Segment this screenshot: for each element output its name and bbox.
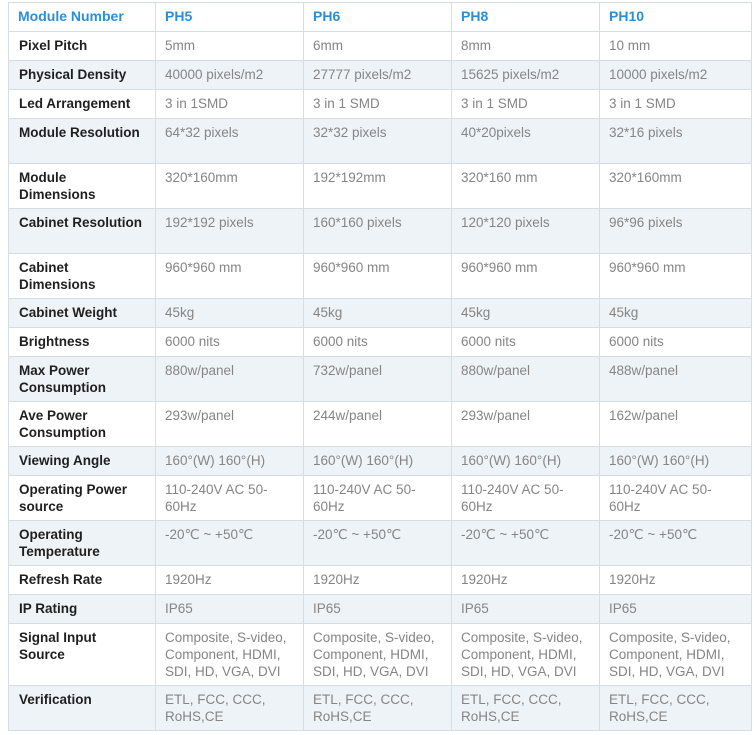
cell-value: 960*960 mm: [452, 254, 600, 299]
cell-value: 110-240V AC 50-60Hz: [600, 476, 752, 521]
cell-value: 960*960 mm: [304, 254, 452, 299]
row-label: Cabinet Resolution: [9, 209, 156, 254]
table-row: [9, 447, 752, 476]
cell-value: Composite, S-video, Component, HDMI, SDI, HD, VGA, DVI: [156, 624, 304, 686]
cell-value: 45kg: [156, 299, 304, 328]
cell-value: 732w/panel: [304, 357, 452, 402]
cell-value: 32*32 pixels: [304, 119, 452, 164]
cell-value: -20℃ ~ +50℃: [304, 521, 452, 566]
row-label: Viewing Angle: [9, 447, 156, 476]
cell-value: 96*96 pixels: [600, 209, 752, 254]
cell-value: 10000 pixels/m2: [600, 61, 752, 90]
cell-value: 120*120 pixels: [452, 209, 600, 254]
header-model: PH5: [156, 3, 304, 32]
cell-value: 27777 pixels/m2: [304, 61, 452, 90]
table-row: [9, 164, 752, 209]
header-label: Module Number: [9, 3, 156, 32]
table-row: [9, 61, 752, 90]
cell-value: 6mm: [304, 32, 452, 61]
cell-value: 293w/panel: [156, 402, 304, 447]
cell-value: ETL, FCC, CCC, RoHS,CE: [452, 686, 600, 731]
cell-value: 488w/panel: [600, 357, 752, 402]
row-label: Operating Temperature: [9, 521, 156, 566]
cell-value: 6000 nits: [600, 328, 752, 357]
cell-value: 40*20pixels: [452, 119, 600, 164]
header-model: PH6: [304, 3, 452, 32]
cell-value: IP65: [304, 595, 452, 624]
row-label: Cabinet Dimensions: [9, 254, 156, 299]
cell-value: 5mm: [156, 32, 304, 61]
cell-value: 1920Hz: [304, 566, 452, 595]
cell-value: 293w/panel: [452, 402, 600, 447]
table-row: [9, 624, 752, 686]
cell-value: 162w/panel: [600, 402, 752, 447]
cell-value: 880w/panel: [452, 357, 600, 402]
row-label: Physical Density: [9, 61, 156, 90]
cell-value: 960*960 mm: [156, 254, 304, 299]
cell-value: IP65: [452, 595, 600, 624]
cell-value: 880w/panel: [156, 357, 304, 402]
table-row: [9, 357, 752, 402]
table-row: [9, 209, 752, 254]
cell-value: 320*160mm: [156, 164, 304, 209]
table-row: [9, 566, 752, 595]
cell-value: 1920Hz: [600, 566, 752, 595]
cell-value: 8mm: [452, 32, 600, 61]
table-row: [9, 686, 752, 731]
row-label: IP Rating: [9, 595, 156, 624]
table-row: [9, 521, 752, 566]
cell-value: Composite, S-video, Component, HDMI, SDI, HD, VGA, DVI: [452, 624, 600, 686]
cell-value: 1920Hz: [156, 566, 304, 595]
header-model: PH10: [600, 3, 752, 32]
cell-value: IP65: [156, 595, 304, 624]
cell-value: 6000 nits: [452, 328, 600, 357]
cell-value: 192*192mm: [304, 164, 452, 209]
cell-value: Composite, S-video, Component, HDMI, SDI, HD, VGA, DVI: [304, 624, 452, 686]
table-row: [9, 299, 752, 328]
row-label: Module Dimensions: [9, 164, 156, 209]
cell-value: 3 in 1 SMD: [304, 90, 452, 119]
cell-value: 110-240V AC 50-60Hz: [304, 476, 452, 521]
cell-value: 40000 pixels/m2: [156, 61, 304, 90]
cell-value: 3 in 1SMD: [156, 90, 304, 119]
cell-value: -20℃ ~ +50℃: [452, 521, 600, 566]
spec-table: [8, 2, 752, 731]
table-row: [9, 595, 752, 624]
cell-value: 45kg: [452, 299, 600, 328]
row-label: Cabinet Weight: [9, 299, 156, 328]
row-label: Brightness: [9, 328, 156, 357]
cell-value: 960*960 mm: [600, 254, 752, 299]
cell-value: ETL, FCC, CCC, RoHS,CE: [600, 686, 752, 731]
row-label: Max Power Consumption: [9, 357, 156, 402]
table-row: [9, 476, 752, 521]
row-label: Pixel Pitch: [9, 32, 156, 61]
row-label: Led Arrangement: [9, 90, 156, 119]
cell-value: 160°(W) 160°(H): [156, 447, 304, 476]
row-label: Refresh Rate: [9, 566, 156, 595]
cell-value: ETL, FCC, CCC, RoHS,CE: [156, 686, 304, 731]
cell-value: 320*160mm: [600, 164, 752, 209]
cell-value: 110-240V AC 50-60Hz: [156, 476, 304, 521]
table-row: [9, 32, 752, 61]
row-label: Ave Power Consumption: [9, 402, 156, 447]
cell-value: 160*160 pixels: [304, 209, 452, 254]
header-row: [9, 3, 752, 32]
cell-value: 6000 nits: [304, 328, 452, 357]
table-row: [9, 328, 752, 357]
cell-value: 160°(W) 160°(H): [600, 447, 752, 476]
row-label: Verification: [9, 686, 156, 731]
cell-value: 320*160 mm: [452, 164, 600, 209]
table-row: [9, 402, 752, 447]
cell-value: 10 mm: [600, 32, 752, 61]
table-row: [9, 90, 752, 119]
cell-value: 45kg: [304, 299, 452, 328]
cell-value: -20℃ ~ +50℃: [156, 521, 304, 566]
cell-value: -20℃ ~ +50℃: [600, 521, 752, 566]
cell-value: ETL, FCC, CCC, RoHS,CE: [304, 686, 452, 731]
cell-value: 160°(W) 160°(H): [304, 447, 452, 476]
cell-value: IP65: [600, 595, 752, 624]
cell-value: 192*192 pixels: [156, 209, 304, 254]
cell-value: 15625 pixels/m2: [452, 61, 600, 90]
cell-value: 3 in 1 SMD: [600, 90, 752, 119]
row-label: Operating Power source: [9, 476, 156, 521]
cell-value: 64*32 pixels: [156, 119, 304, 164]
row-label: Module Resolution: [9, 119, 156, 164]
header-model: PH8: [452, 3, 600, 32]
cell-value: 32*16 pixels: [600, 119, 752, 164]
table-row: [9, 119, 752, 164]
row-label: Signal Input Source: [9, 624, 156, 686]
cell-value: 160°(W) 160°(H): [452, 447, 600, 476]
cell-value: 1920Hz: [452, 566, 600, 595]
table-row: [9, 254, 752, 299]
cell-value: 110-240V AC 50-60Hz: [452, 476, 600, 521]
cell-value: 244w/panel: [304, 402, 452, 447]
cell-value: 45kg: [600, 299, 752, 328]
cell-value: 6000 nits: [156, 328, 304, 357]
cell-value: 3 in 1 SMD: [452, 90, 600, 119]
cell-value: Composite, S-video, Component, HDMI, SDI, HD, VGA, DVI: [600, 624, 752, 686]
